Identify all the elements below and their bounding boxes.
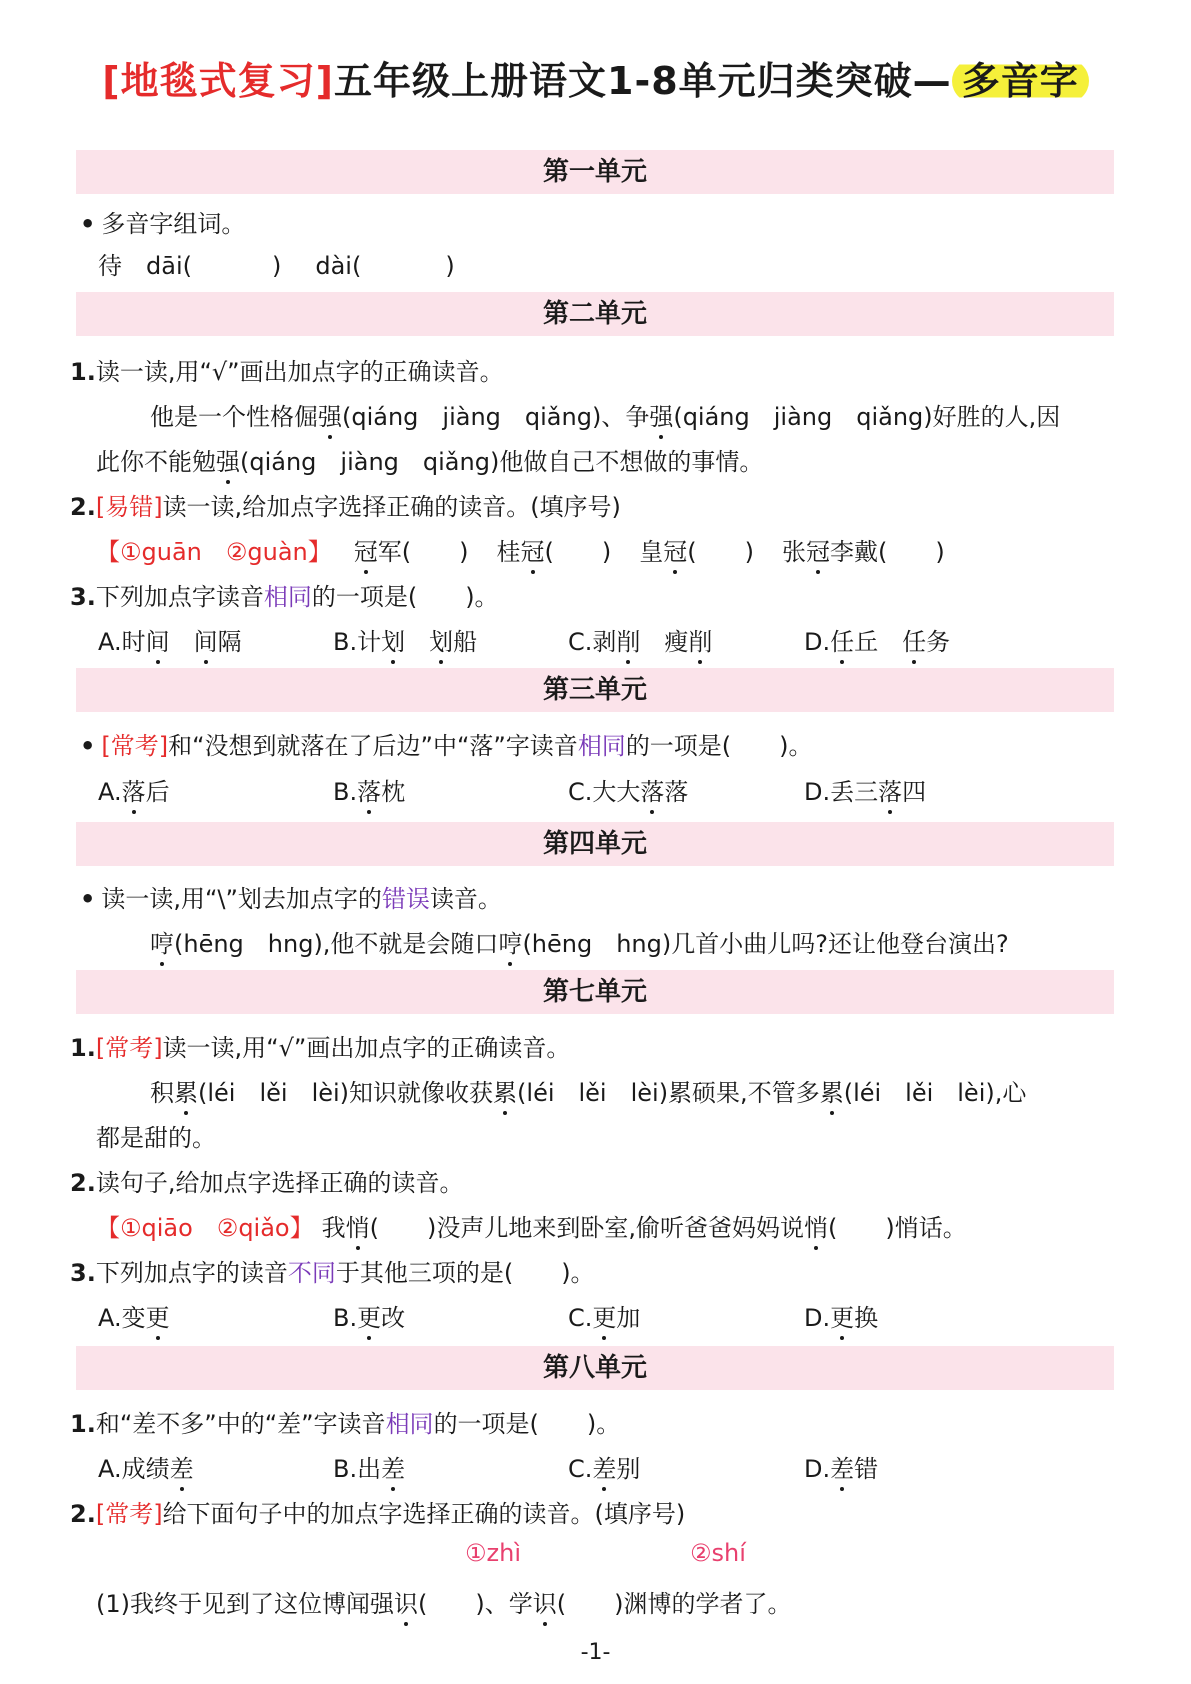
title-main: 五年级上册语文1-8单元归类突破— (334, 59, 952, 103)
u2-q3-option-c: C.剥削 瘦削 (568, 622, 712, 657)
u2-q1-line2: 此你不能勉强(qiáng jiàng qiǎng)他做自己不想做的事情。 (96, 442, 763, 477)
title-tag: [地毯式复习] (102, 59, 335, 103)
u2-q3: 3.下列加点字读音相同的一项是( )。 (70, 583, 499, 611)
u2-q3-option-b: B.计划 划船 (333, 622, 477, 657)
u7-q3-option-c: C.更加 (568, 1298, 640, 1333)
u8-q2-pinyin-1: ①zhì (465, 1539, 521, 1567)
u3-option-a: A.落后 (98, 772, 170, 807)
u7-q2: 2.读句子,给加点字选择正确的读音。 (70, 1169, 464, 1197)
u7-q2-sentence: 【①qiāo ②qiǎo】 我悄( )没声儿地来到卧室,偷听爸爸妈妈说悄( )悄话。 (96, 1208, 967, 1243)
u8-q1-option-c: C.差别 (568, 1449, 640, 1484)
u8-q2: 2.[常考]给下面句子中的加点字选择正确的读音。(填序号) (70, 1500, 686, 1528)
u3-option-d: D.丢三落四 (804, 772, 926, 807)
u8-q1-option-b: B.出差 (333, 1449, 405, 1484)
u7-q3-option-a: A.变更 (98, 1298, 170, 1333)
u4-question: • 读一读,用“\”划去加点字的错误读音。 (80, 885, 502, 913)
u2-q2-items: 【①guān ②guàn】 冠军( ) 桂冠( ) 皇冠( ) 张冠李戴( ) (96, 532, 945, 567)
u7-q3-option-b: B.更改 (333, 1298, 405, 1333)
u3-option-b: B.落枕 (333, 772, 405, 807)
u2-q1: 1.读一读,用“√”画出加点字的正确读音。 (70, 358, 504, 386)
u2-q3-option-d: D.任丘 任务 (804, 622, 950, 657)
u1-row: 待 dāi( ) dài( ) (98, 252, 455, 280)
unit-4-heading: 第四单元 (76, 822, 1114, 866)
u8-q1-option-a: A.成绩差 (98, 1449, 194, 1484)
u3-option-c: C.大大落落 (568, 772, 688, 807)
unit-2-heading: 第二单元 (76, 292, 1114, 336)
unit-1-heading: 第一单元 (76, 150, 1114, 194)
unit-8-heading: 第八单元 (76, 1346, 1114, 1390)
u7-q1-line1: 积累(léi lěi lèi)知识就像收获累(léi lěi lèi)累硕果,不管多累(léi lěi lèi),心 (150, 1073, 1026, 1108)
u7-q3: 3.下列加点字的读音不同于其他三项的是( )。 (70, 1259, 595, 1287)
u7-q1-line2: 都是甜的。 (96, 1124, 216, 1152)
u7-q1: 1.[常考]读一读,用“√”画出加点字的正确读音。 (70, 1034, 571, 1062)
u4-sentence: 哼(hēng hng),他不就是会随口哼(hēng hng)几首小曲儿吗?还让他登台演出? (150, 924, 1009, 959)
unit-7-heading: 第七单元 (76, 970, 1114, 1014)
u2-q2: 2.[易错]读一读,给加点字选择正确的读音。(填序号) (70, 493, 621, 521)
page-number: -1- (580, 1640, 611, 1665)
u8-q1-option-d: D.差错 (804, 1449, 878, 1484)
u2-q3-option-a: A.时间 间隔 (98, 622, 242, 657)
u1-question: • 多音字组词。 (80, 210, 246, 238)
u8-q2-sentence: (1)我终于见到了这位博闻强识( )、学识( )渊博的学者了。 (96, 1584, 791, 1619)
page-title (0, 50, 1191, 105)
u2-q1-line1: 他是一个性格倔强(qiáng jiàng qiǎng)、争强(qiáng jiàng qiǎng)好胜的人,因 (150, 397, 1060, 432)
title-highlight: 多音字 (952, 59, 1089, 103)
u8-q2-pinyin-2: ②shí (690, 1539, 746, 1567)
unit-3-heading: 第三单元 (76, 668, 1114, 712)
u8-q1: 1.和“差不多”中的“差”字读音相同的一项是( )。 (70, 1410, 621, 1438)
u7-q3-option-d: D.更换 (804, 1298, 878, 1333)
u3-question: • [常考]和“没想到就落在了后边”中“落”字读音相同的一项是( )。 (80, 732, 813, 760)
